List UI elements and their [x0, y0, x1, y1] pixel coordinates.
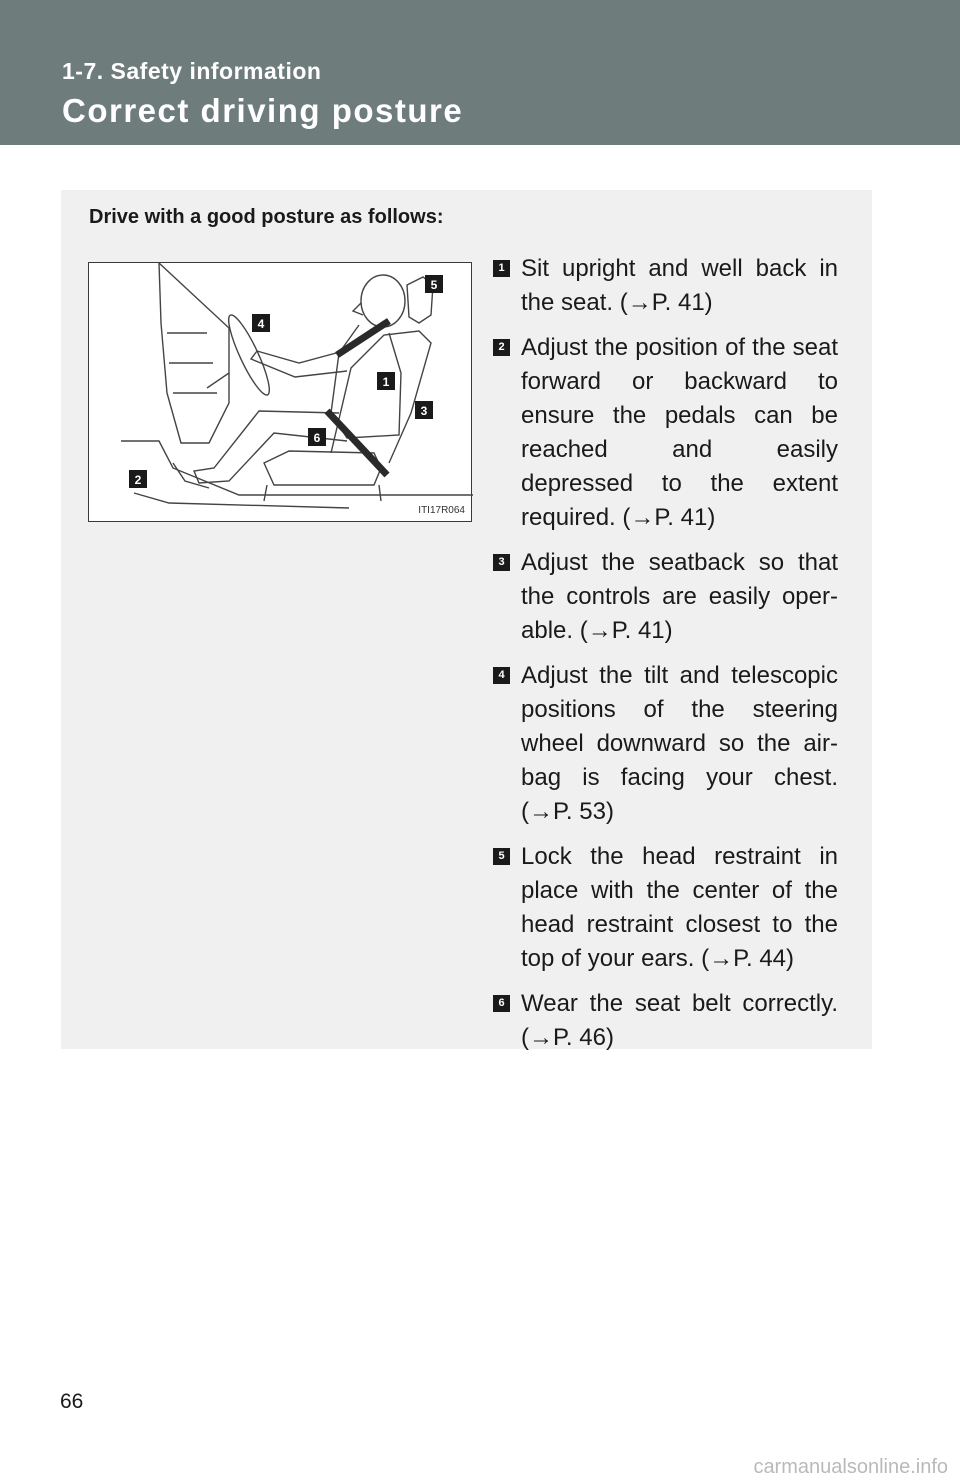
item-text: Adjust the seatback so that the controls are easily oper-able. (→P. 41): [521, 549, 838, 644]
svg-text:3: 3: [420, 404, 428, 418]
item-number: 1: [493, 260, 510, 277]
callout-3: [415, 401, 433, 419]
list-item: [493, 252, 838, 320]
svg-text:5: 5: [430, 278, 438, 292]
item-number: 6: [493, 995, 510, 1012]
item-number: 5: [493, 848, 510, 865]
page-number: 66: [60, 1390, 84, 1413]
callout-1: [377, 372, 395, 390]
instruction-list: [493, 252, 838, 1066]
item-text: Adjust the position of the seat forward or backward to ensure the pedals can be reached and easily depressed to the extent required. (→P. 41): [521, 334, 838, 531]
callout-6: [308, 428, 326, 446]
figure-code: ITI17R064: [418, 505, 465, 516]
callout-4: [252, 314, 270, 332]
item-number: 4: [493, 667, 510, 684]
driving-posture-illustration: [88, 262, 472, 522]
item-text: Sit upright and well back in the seat. (→P. 41): [521, 255, 838, 316]
posture-drawing: [89, 263, 473, 523]
intro-text: Drive with a good posture as follows:: [89, 206, 444, 228]
svg-text:4: 4: [257, 317, 265, 331]
svg-text:6: 6: [313, 431, 321, 445]
item-text: Wear the seat belt correctly. (→P. 46): [521, 990, 838, 1051]
list-item: [493, 987, 838, 1055]
callout-2: [129, 470, 147, 488]
item-number: 2: [493, 339, 510, 356]
svg-text:1: 1: [382, 375, 390, 389]
svg-text:2: 2: [134, 473, 142, 487]
item-text: Lock the head restraint in place with the center of the head restraint closest to the top of your ears. (→P. 44): [521, 843, 838, 972]
page-title: Correct driving posture: [62, 92, 464, 129]
list-item: [493, 331, 838, 535]
section-label: 1-7. Safety information: [62, 58, 322, 84]
watermark: carmanualsonline.info: [753, 1456, 948, 1478]
callout-markers: [129, 275, 443, 488]
callout-5: [425, 275, 443, 293]
item-text: Adjust the tilt and telescopic positions of the steering wheel downward so the air-bag is facing your chest. (→P. 53): [521, 662, 838, 825]
list-item: [493, 659, 838, 829]
item-number: 3: [493, 554, 510, 571]
header-bar: [0, 0, 960, 145]
list-item: [493, 840, 838, 976]
list-item: [493, 546, 838, 648]
